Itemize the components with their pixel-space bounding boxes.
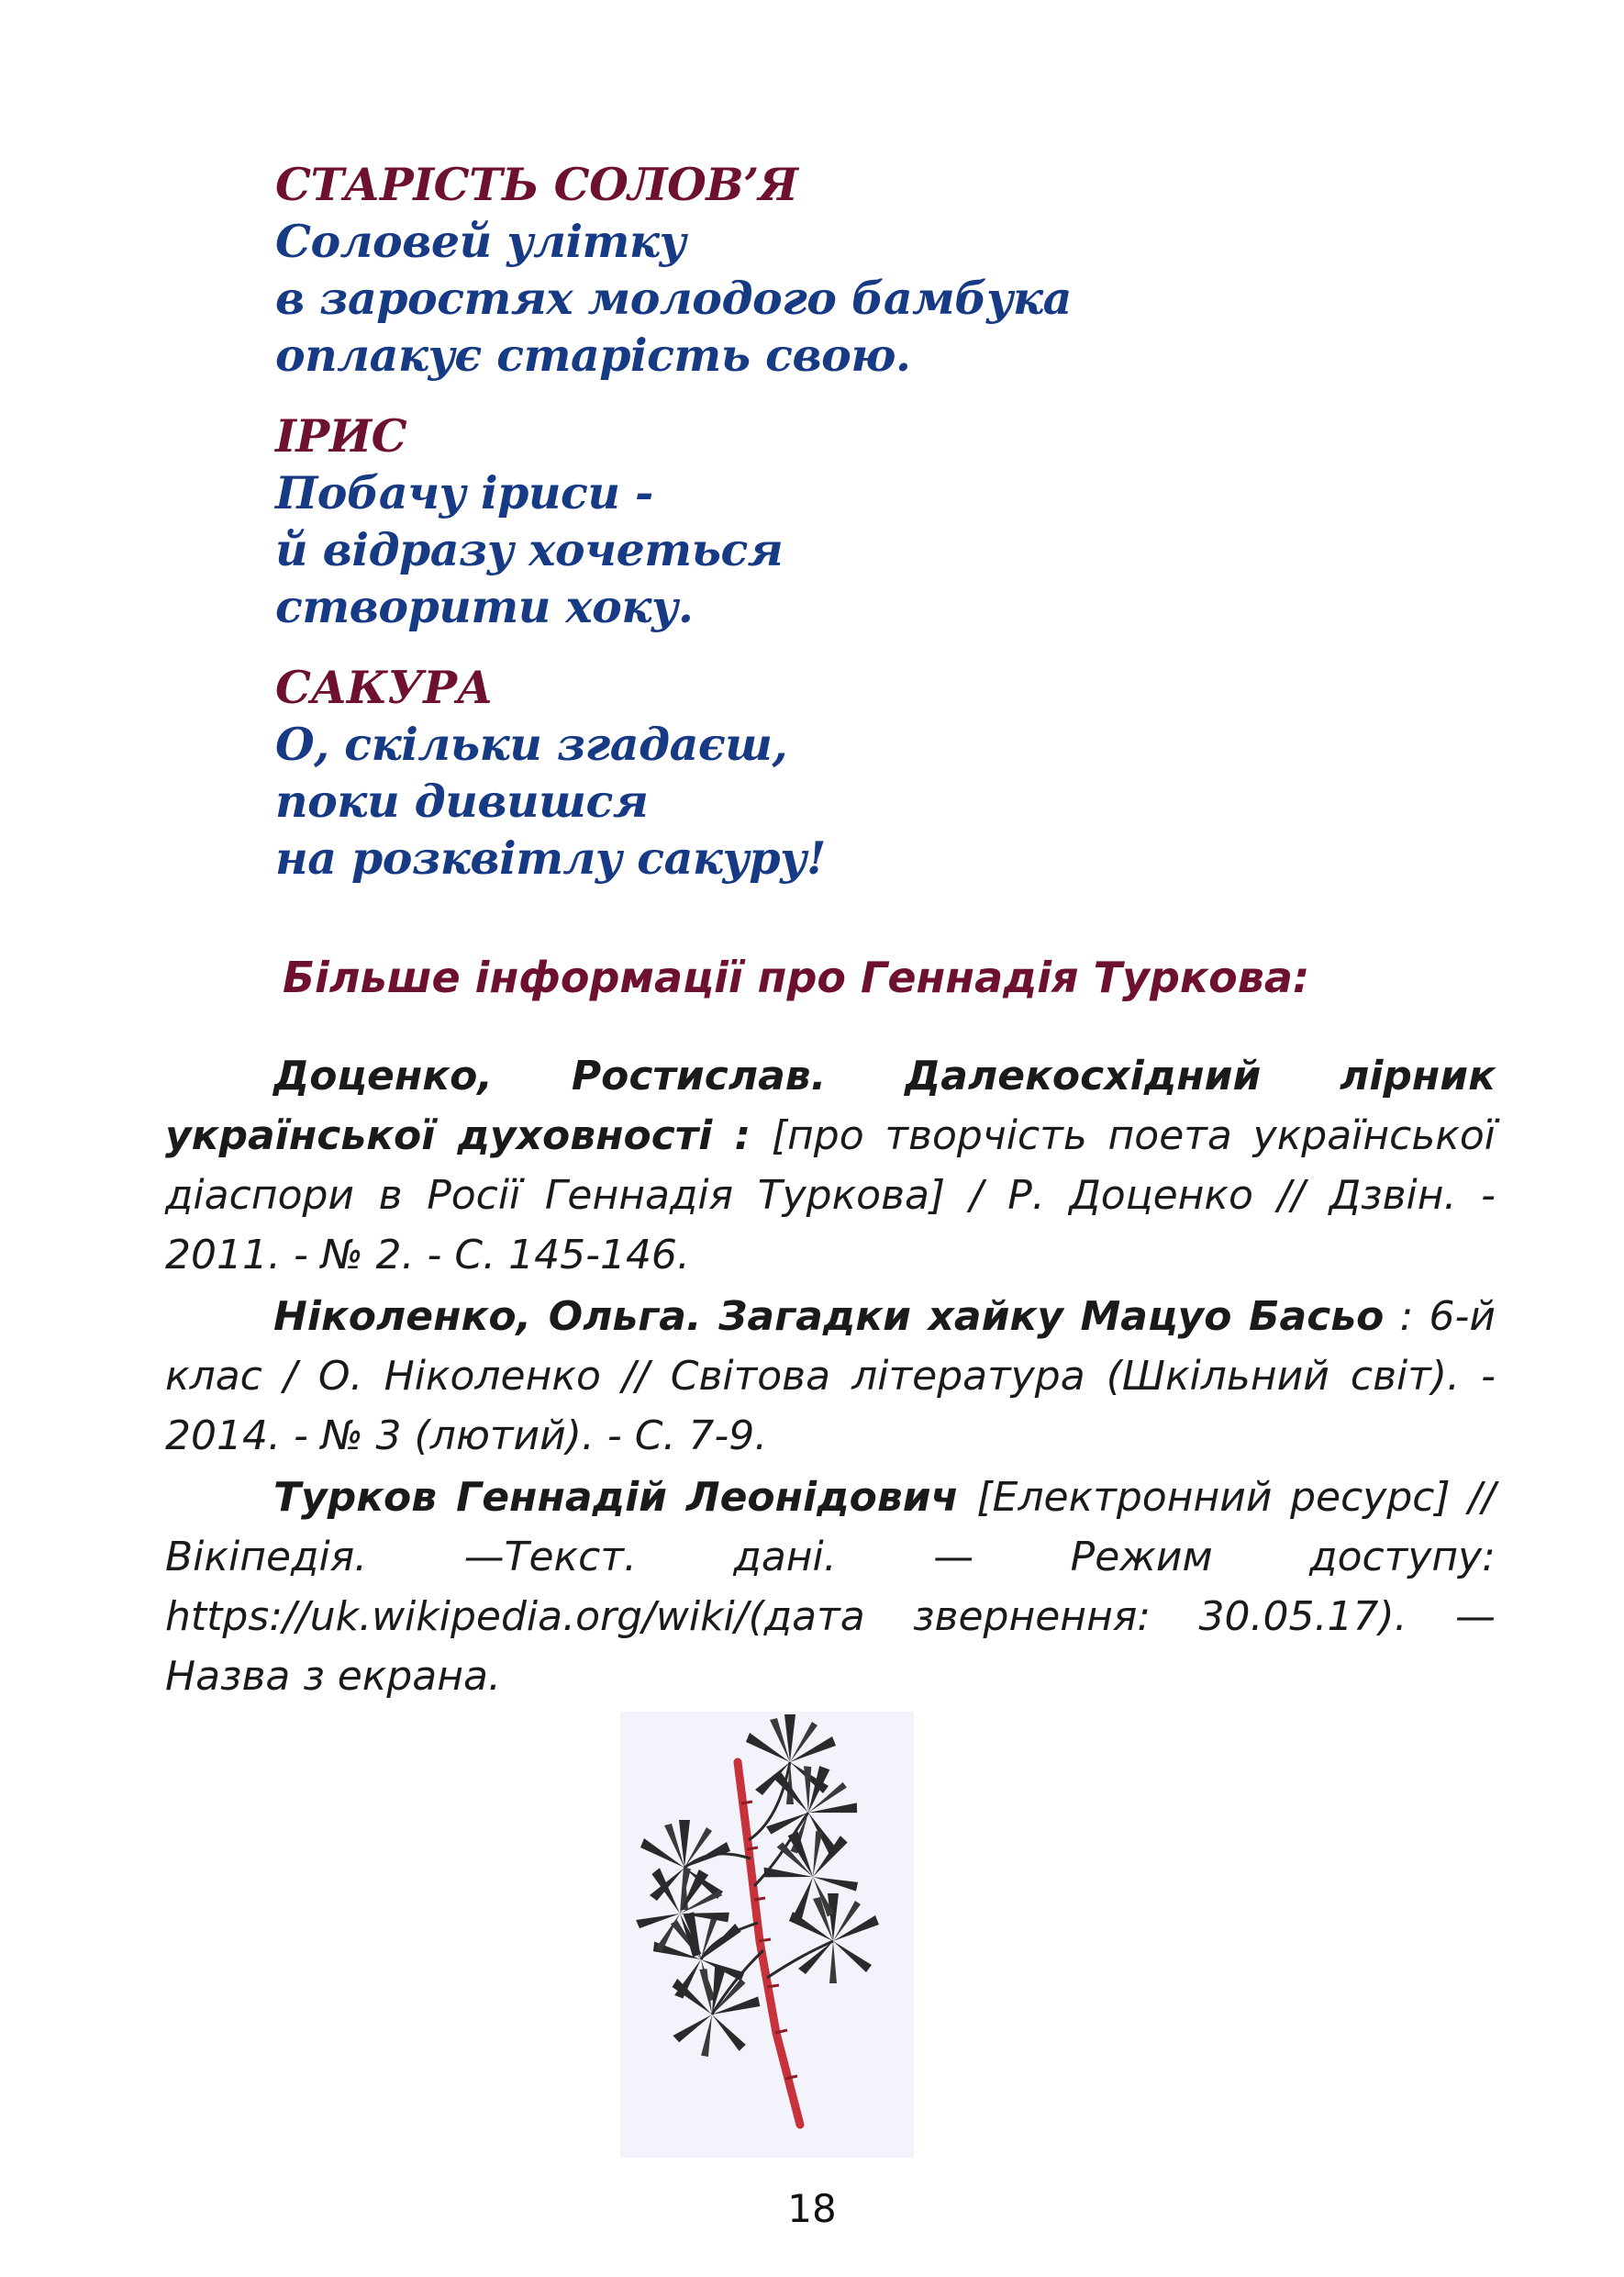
poem-title: СТАРІСТЬ СОЛОВ’Я: [275, 158, 798, 211]
reference-details: [Електронний ресурс] // Вікіпедія. —Текст. дані. — Режим доступу: https://uk.wikipedia.org/wiki/(дата звернення: 30.05.17). — Назва з екрана.: [165, 1474, 1496, 1700]
poem-starist-solovya: [275, 156, 1285, 384]
poem-line: в заростях молодого бамбука: [275, 272, 1072, 325]
poem-iris: [275, 407, 1285, 635]
poems-section: [275, 156, 1285, 910]
reference-item: [165, 1046, 1496, 1285]
poem-title: САКУРА: [275, 661, 493, 714]
reference-item: [165, 1287, 1496, 1466]
poem-line: на розквітлу сакуру!: [275, 832, 826, 885]
reference-details: : 6-й клас / О. Ніколенко // Світова література (Шкільний світ). - 2014. - № 3 (лютий). - С. 7-9.: [165, 1293, 1496, 1459]
reference-details: [про творчість поета української діаспори в Росії Геннадія Туркова] / Р. Доценко // Дзвін. - 2011. - № 2. - С. 145-146.: [165, 1112, 1496, 1278]
poem-line: Побачу іриси -: [275, 466, 653, 519]
poem-line: оплакує старість свою.: [275, 329, 911, 382]
reference-author-title: Ніколенко, Ольга. Загадки хайку Мацуо Басьо: [273, 1293, 1385, 1340]
reference-item: [165, 1468, 1496, 1706]
poem-title: ІРИС: [275, 409, 407, 463]
references-list: [165, 1046, 1496, 1708]
poem-line: й відразу хочеться: [275, 523, 784, 576]
more-info-heading: Більше інформації про Геннадія Туркова:: [283, 953, 1310, 1002]
poem-sakura: [275, 659, 1285, 887]
poem-line: Соловей улітку: [275, 215, 686, 268]
reference-author-title: Турков Геннадій Леонідович: [273, 1474, 959, 1521]
bamboo-drawing-icon: [620, 1712, 914, 2158]
poem-line: О, скільки згадаєш,: [275, 718, 788, 771]
poem-line: створити хоку.: [275, 580, 694, 633]
reference-author-title: Доценко, Ростислав. Далекосхідний лірник української духовності :: [165, 1053, 1496, 1159]
page-number: 18: [787, 2186, 837, 2231]
poem-line: поки дивишся: [275, 775, 649, 828]
bamboo-illustration: [620, 1712, 914, 2158]
